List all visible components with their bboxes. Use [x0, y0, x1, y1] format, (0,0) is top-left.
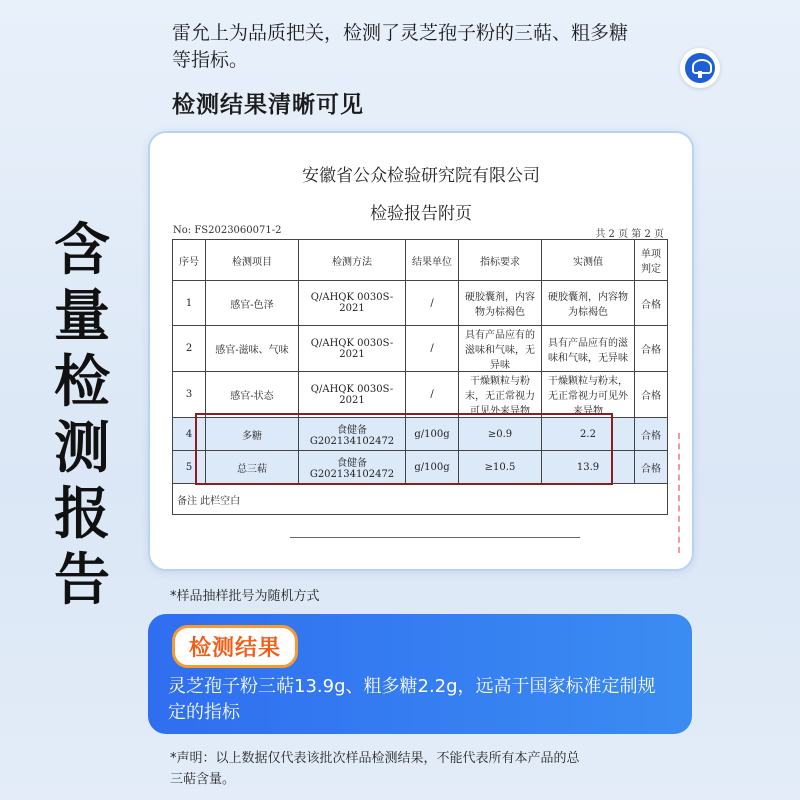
measured-value: 2.2	[542, 418, 635, 451]
report-page-info: 共 2 页 第 2 页	[595, 229, 664, 240]
disclaimer-text: *声明：以上数据仅代表该批次样品检测结果，不能代表所有本产品的总三萜含量。	[170, 751, 580, 787]
verdict: 合格	[635, 372, 668, 418]
verdict: 合格	[635, 326, 668, 372]
result-text: 灵芝孢子粉三萜13.9g、粗多糖2.2g，远高于国家标准定制规定的指标	[168, 676, 656, 723]
test-item: 感官-滋味、气味	[206, 326, 299, 372]
result-panel	[148, 614, 692, 734]
measured-value: 干燥颗粒与粉末，无正常视力可见外来异物	[542, 372, 635, 418]
measured-value: 13.9	[542, 451, 635, 484]
report-organization: 安徽省公众检验研究院有限公司	[302, 166, 540, 186]
report-number: No: FS2023060071-2	[173, 225, 282, 236]
column-header: 指标要求	[459, 240, 542, 281]
test-item: 总三萜	[206, 451, 299, 484]
table-row	[173, 326, 668, 372]
report-note: 备注 此栏空白	[173, 484, 668, 515]
vertical-title-char: 测	[54, 416, 110, 481]
column-header: 检测方法	[299, 240, 406, 281]
table-note-row	[173, 484, 668, 515]
report-title: 检验报告附页	[370, 204, 472, 224]
row-number: 4	[173, 418, 206, 451]
result-badge	[172, 625, 298, 668]
brand-logo	[680, 48, 720, 88]
requirement: 具有产品应有的滋味和气味，无异味	[459, 326, 542, 372]
row-number: 5	[173, 451, 206, 484]
test-item: 多糖	[206, 418, 299, 451]
requirement: ≥10.5	[459, 451, 542, 484]
vertical-title-char: 告	[54, 548, 110, 613]
test-method: 食健备 G202134102472	[299, 451, 406, 484]
test-method: Q/AHQK 0030S-2021	[299, 326, 406, 372]
vertical-title-char: 报	[54, 482, 110, 547]
verdict: 合格	[635, 418, 668, 451]
vertical-title	[42, 218, 122, 614]
result-unit: g/100g	[406, 418, 459, 451]
test-method: 食健备 G202134102472	[299, 418, 406, 451]
highlight-frame	[195, 413, 613, 485]
result-unit: /	[406, 281, 459, 326]
row-number: 1	[173, 281, 206, 326]
verdict: 合格	[635, 281, 668, 326]
column-header: 序号	[173, 240, 206, 281]
test-item: 感官-色泽	[206, 281, 299, 326]
sample-note: *样品抽样批号为随机方式	[170, 589, 320, 604]
requirement: 干燥颗粒与粉末，无正常视力可见外来异物	[459, 372, 542, 418]
requirement: ≥0.9	[459, 418, 542, 451]
result-unit: /	[406, 372, 459, 418]
column-header: 检测项目	[206, 240, 299, 281]
result-unit: g/100g	[406, 451, 459, 484]
requirement: 硬胶囊剂，内容物为棕褐色	[459, 281, 542, 326]
verdict: 合格	[635, 451, 668, 484]
row-number: 2	[173, 326, 206, 372]
table-row	[173, 372, 668, 418]
table-header-row	[173, 240, 668, 281]
table-row	[173, 281, 668, 326]
test-method: Q/AHQK 0030S-2021	[299, 281, 406, 326]
vertical-title-char: 量	[54, 284, 110, 349]
signature-line	[290, 537, 580, 538]
test-method: Q/AHQK 0030S-2021	[299, 372, 406, 418]
seal-stamp	[678, 433, 694, 553]
section-subheading: 检测结果清晰可见	[172, 92, 364, 118]
report-card	[148, 131, 694, 571]
result-badge-label: 检测结果	[189, 636, 282, 661]
row-number: 3	[173, 372, 206, 418]
measured-value: 具有产品应有的滋味和气味，无异味	[542, 326, 635, 372]
column-header: 结果单位	[406, 240, 459, 281]
result-unit: /	[406, 326, 459, 372]
test-item: 感官-状态	[206, 372, 299, 418]
lingzhi-icon	[685, 53, 715, 83]
vertical-title-char: 检	[54, 350, 110, 415]
column-header: 实测值	[542, 240, 635, 281]
intro-text: 雷允上为品质把关，检测了灵芝孢子粉的三萜、粗多糖等指标。	[172, 22, 629, 71]
measured-value: 硬胶囊剂，内容物为棕褐色	[542, 281, 635, 326]
vertical-title-char: 含	[54, 218, 110, 283]
column-header: 单项判定	[635, 240, 668, 281]
